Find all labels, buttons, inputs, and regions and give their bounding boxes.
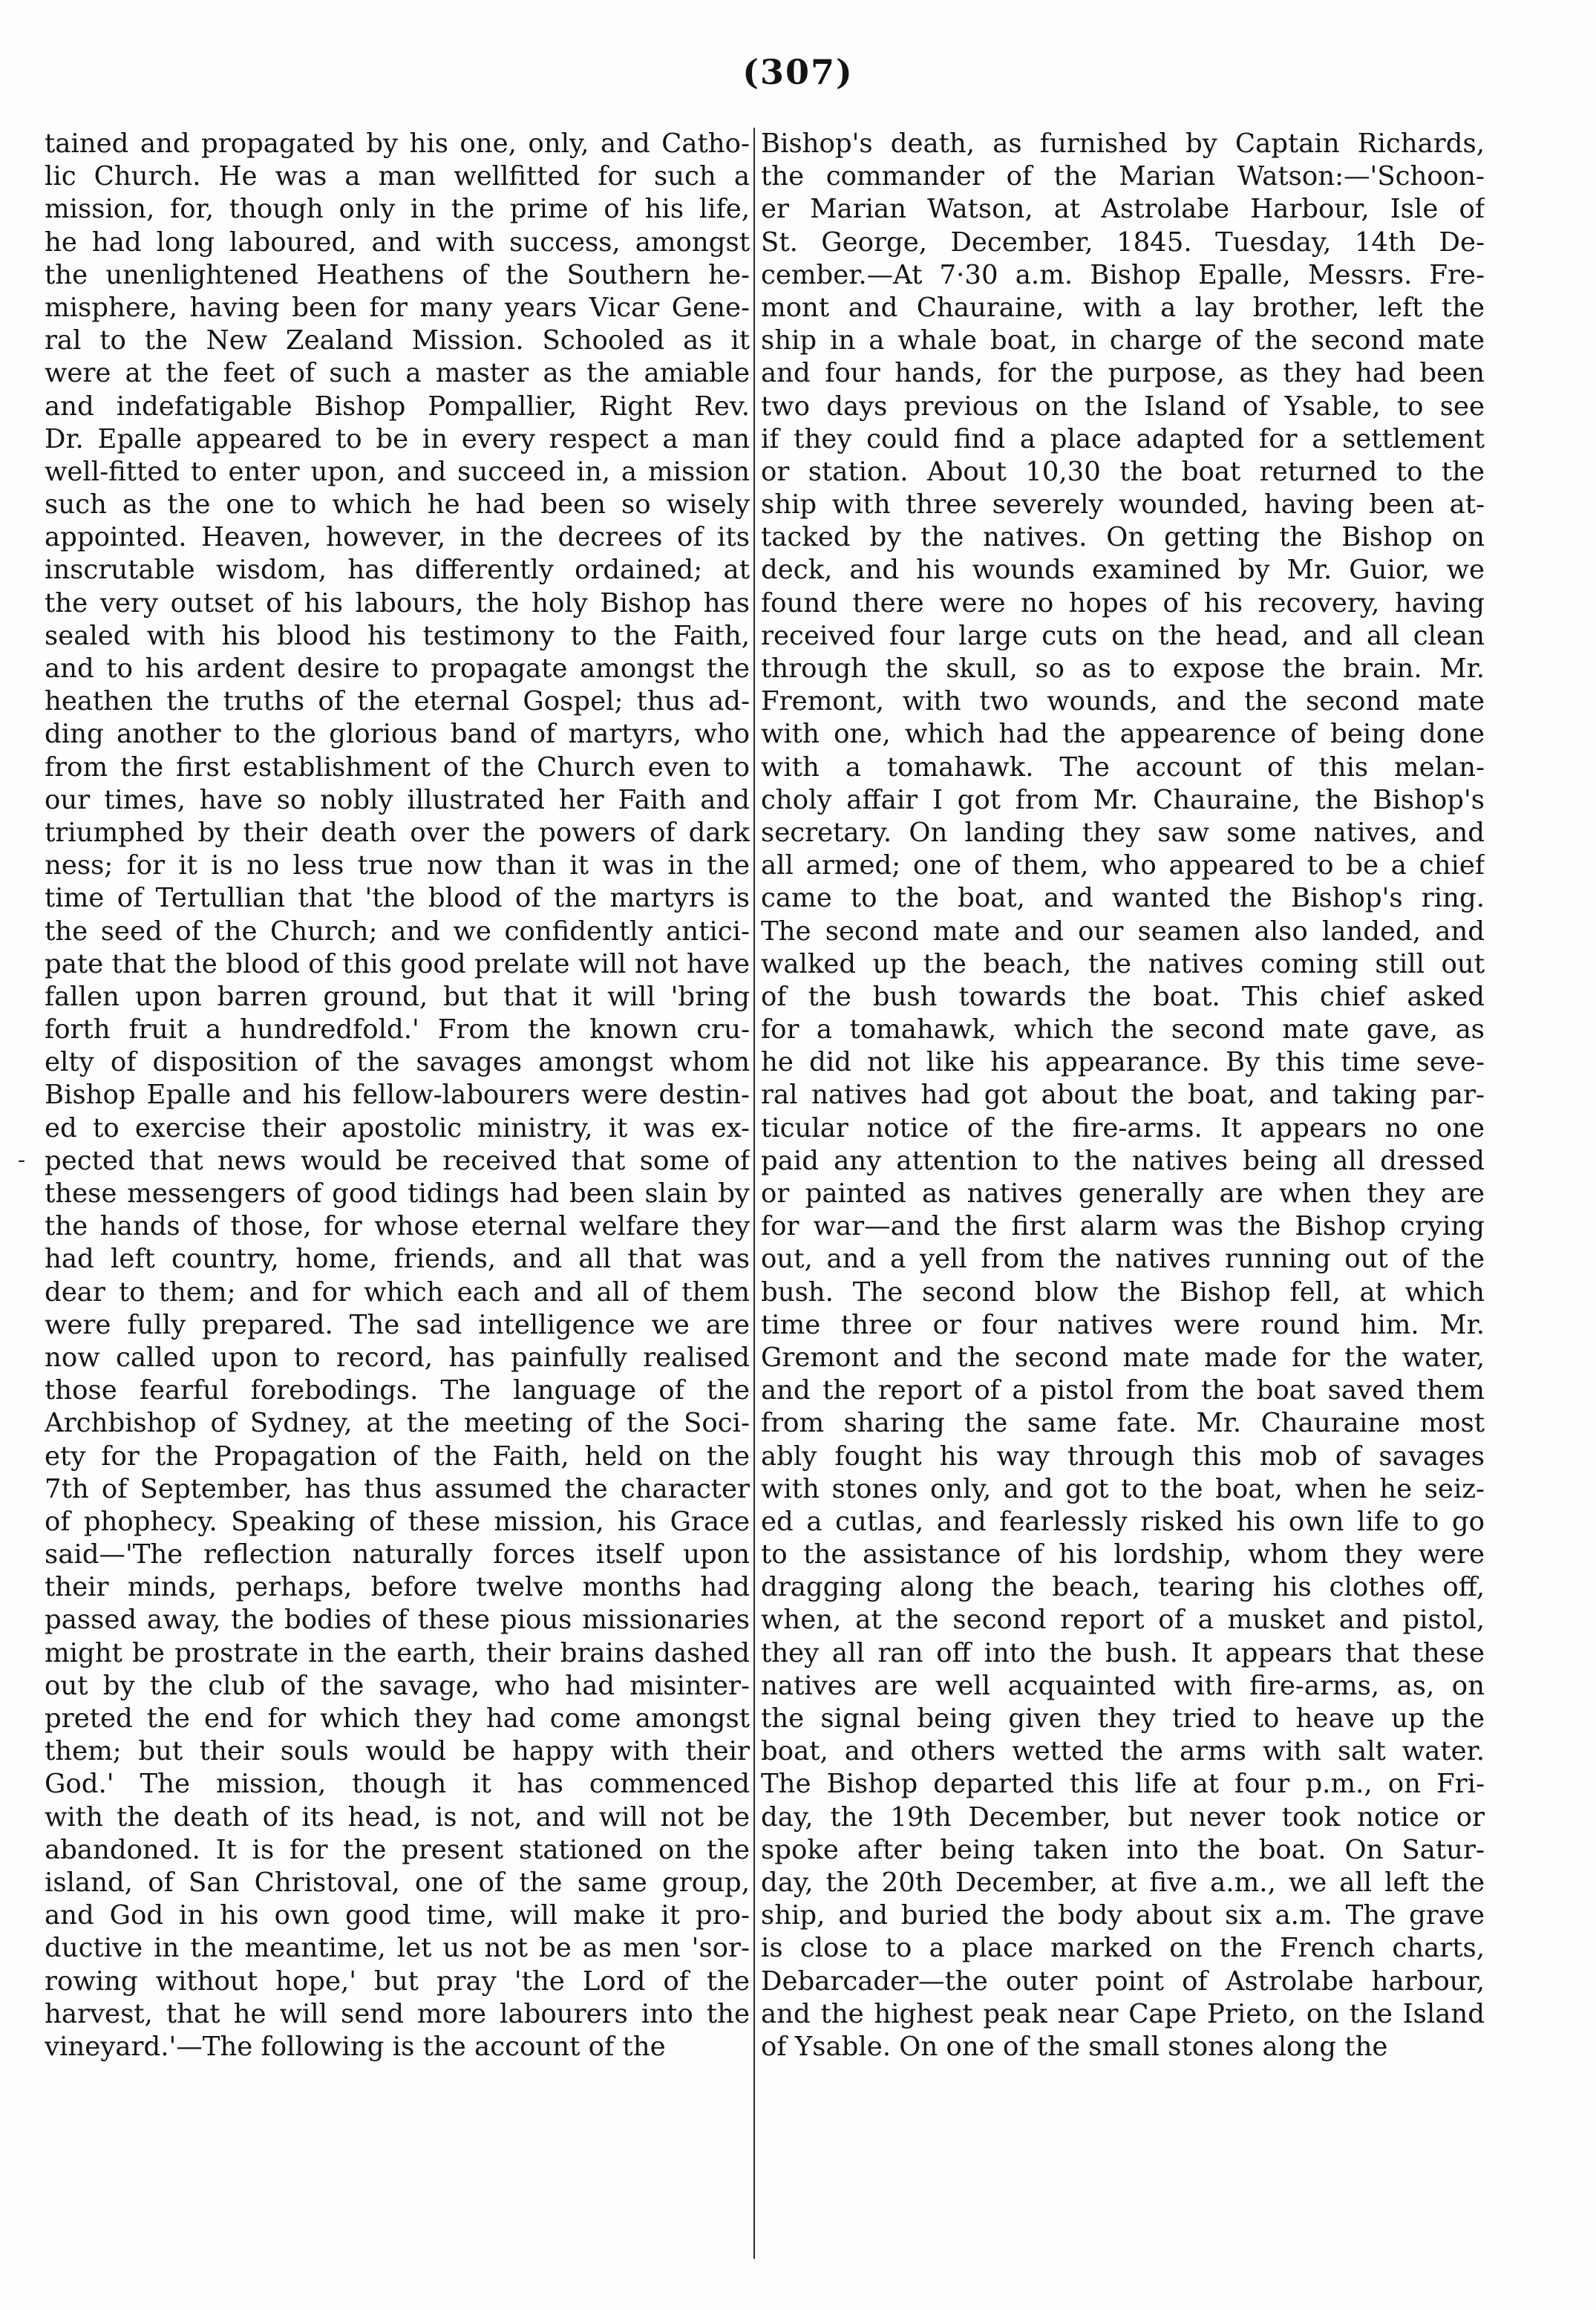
text-line: day, the 20th December, at five a.m., we all left the — [761, 1867, 1485, 1898]
text-line: for a tomahawk, which the second mate gave, as — [761, 1014, 1485, 1045]
text-line: and the highest peak near Cape Prieto, on the Island — [761, 1998, 1485, 2029]
left-text-column — [45, 128, 750, 2266]
text-line: received four large cuts on the head, and all clean — [761, 620, 1485, 651]
margin-dash-mark: - — [18, 1147, 26, 1173]
text-line: ductive in the meantime, let us not be as men 'sor- — [45, 1933, 750, 1964]
text-line: with one, which had the appearence of being done — [761, 719, 1485, 750]
text-line: all armed; one of them, who appeared to be a chief — [761, 850, 1485, 881]
text-line: is close to a place marked on the French charts, — [761, 1933, 1485, 1964]
text-line: such as the one to which he had been so wisely — [45, 489, 750, 521]
text-line: tacked by the natives. On getting the Bishop on — [761, 522, 1485, 553]
text-line: with stones only, and got to the boat, when he seiz- — [761, 1473, 1485, 1504]
text-line: of Ysable. On one of the small stones along the — [761, 2031, 1388, 2062]
text-line: the seed of the Church; and we confidently antici- — [45, 916, 750, 947]
text-line: boat, and others wetted the arms with salt water. — [761, 1736, 1485, 1767]
text-line: pected that news would be received that some of — [45, 1145, 750, 1176]
text-line: with a tomahawk. The account of this melan- — [761, 751, 1485, 783]
text-line: with the death of its head, is not, and will not be — [45, 1801, 750, 1833]
text-line: passed away, the bodies of these pious missionaries — [45, 1605, 750, 1636]
text-line: and God in his own good time, will make it pro- — [45, 1900, 750, 1931]
text-line: Fremont, with two wounds, and the second mate — [761, 686, 1485, 717]
text-line: had left country, home, friends, and all that was — [45, 1244, 750, 1275]
text-line: for war—and the first alarm was the Bishop crying — [761, 1211, 1485, 1242]
text-line: to the assistance of his lordship, whom they were — [761, 1539, 1485, 1570]
text-line: appointed. Heaven, however, in the decrees of its — [45, 522, 750, 553]
text-line: mission, for, though only in the prime of his life, — [45, 194, 750, 225]
text-line: time three or four natives were round him. Mr. — [761, 1309, 1485, 1340]
text-line: island, of San Christoval, one of the same group, — [45, 1867, 750, 1898]
text-line: of the bush towards the boat. This chief asked — [761, 981, 1485, 1012]
text-line: ding another to the glorious band of martyrs, who — [45, 719, 750, 750]
text-line: said—'The reflection naturally forces itself upon — [45, 1539, 750, 1570]
text-line: them; but their souls would be happy with their — [45, 1736, 750, 1767]
text-line: these messengers of good tidings had been slain by — [45, 1178, 750, 1209]
text-line: from the first establishment of the Church even to — [45, 751, 750, 783]
text-line: or painted as natives generally are when they are — [761, 1178, 1485, 1209]
text-line: choly affair I got from Mr. Chauraine, the Bishop's — [761, 784, 1485, 815]
text-line: they all ran off into the bush. It appears that these — [761, 1637, 1485, 1668]
text-line: ety for the Propagation of the Faith, held on the — [45, 1441, 750, 1472]
text-line: ed to exercise their apostolic ministry, it was ex- — [45, 1112, 750, 1143]
text-line: abandoned. It is for the present stationed on the — [45, 1834, 750, 1865]
text-line: The Bishop departed this life at four p.m., on Fri- — [761, 1769, 1485, 1800]
text-line: Dr. Epalle appeared to be in every respect a man — [45, 423, 750, 454]
text-line: he had long laboured, and with success, amongst — [45, 226, 750, 258]
text-line: sealed with his blood his testimony to the Faith, — [45, 620, 750, 651]
text-line: two days previous on the Island of Ysable, to see — [761, 391, 1485, 422]
text-line: Bishop's death, as furnished by Captain Richards, — [761, 128, 1485, 159]
text-line: pate that the blood of this good prelate will not have — [45, 948, 750, 979]
text-line: spoke after being taken into the boat. On Satur- — [761, 1834, 1485, 1865]
text-line: ed a cutlas, and fearlessly risked his own life to go — [761, 1506, 1485, 1537]
text-line: Archbishop of Sydney, at the meeting of the Soci- — [45, 1408, 750, 1439]
text-line: and to his ardent desire to propagate amongst the — [45, 653, 750, 684]
text-line: found there were no hopes of his recovery, having — [761, 587, 1485, 619]
text-line: now called upon to record, has painfully realised — [45, 1342, 750, 1373]
text-line: rowing without hope,' but pray 'the Lord of the — [45, 1965, 750, 1997]
text-line: the hands of those, for whose eternal welfare they — [45, 1211, 750, 1242]
text-line: when, at the second report of a musket and pistol, — [761, 1605, 1485, 1636]
text-line: might be prostrate in the earth, their brains dashed — [45, 1637, 750, 1668]
text-line: deck, and his wounds examined by Mr. Guior, we — [761, 555, 1485, 586]
text-line: preted the end for which they had come amongst — [45, 1703, 750, 1734]
text-line: ship with three severely wounded, having been at- — [761, 489, 1485, 521]
text-line: our times, have so nobly illustrated her Faith and — [45, 784, 750, 815]
text-line: came to the boat, and wanted the Bishop's ring. — [761, 883, 1485, 914]
text-line: tained and propagated by his one, only, and Catho- — [45, 128, 750, 159]
text-line: those fearful forebodings. The language of the — [45, 1375, 750, 1406]
text-line: walked up the beach, the natives coming still out — [761, 948, 1485, 979]
text-line: cember.—At 7·30 a.m. Bishop Epalle, Messrs. Fre- — [761, 259, 1485, 290]
text-line: 7th of September, has thus assumed the character — [45, 1473, 750, 1504]
text-line: elty of disposition of the savages amongst whom — [45, 1047, 750, 1078]
text-line: misphere, having been for many years Vicar Gene- — [45, 292, 750, 323]
text-line: were at the feet of such a master as the amiable — [45, 358, 750, 389]
text-line: and four hands, for the purpose, as they had been — [761, 358, 1485, 389]
text-line: day, the 19th December, but never took notice or — [761, 1801, 1485, 1833]
text-line: paid any attention to the natives being all dressed — [761, 1145, 1485, 1176]
text-line: triumphed by their death over the powers of dark — [45, 817, 750, 848]
text-line: were fully prepared. The sad intelligence we are — [45, 1309, 750, 1340]
text-line: well-fitted to enter upon, and succeed in, a mission — [45, 456, 750, 487]
text-line: heathen the truths of the eternal Gospel; thus ad- — [45, 686, 750, 717]
text-line: inscrutable wisdom, has differently ordained; at — [45, 555, 750, 586]
text-line: if they could find a place adapted for a settlement — [761, 423, 1485, 454]
page-number: (307) — [742, 52, 854, 92]
text-line: mont and Chauraine, with a lay brother, left the — [761, 292, 1485, 323]
text-line: ral natives had got about the boat, and taking par- — [761, 1080, 1485, 1111]
text-line: harvest, that he will send more labourers into the — [45, 1998, 750, 2029]
text-line: he did not like his appearance. By this time seve- — [761, 1047, 1485, 1078]
text-line: ship, and buried the body about six a.m. The grave — [761, 1900, 1485, 1931]
text-line: and the report of a pistol from the boat saved them — [761, 1375, 1485, 1406]
column-divider-rule — [753, 128, 755, 2259]
text-line: the commander of the Marian Watson:—'Schoon- — [761, 161, 1485, 192]
text-line: and indefatigable Bishop Pompallier, Right Rev. — [45, 391, 750, 422]
text-line: through the skull, so as to expose the brain. Mr. — [761, 653, 1485, 684]
text-line: their minds, perhaps, before twelve months had — [45, 1572, 750, 1603]
text-line: ral to the New Zealand Mission. Schooled as it — [45, 325, 750, 356]
text-line: God.' The mission, though it has commenced — [45, 1769, 750, 1800]
text-line: the signal being given they tried to heave up the — [761, 1703, 1485, 1734]
text-line: time of Tertullian that 'the blood of the martyrs is — [45, 883, 750, 914]
text-line: dragging along the beach, tearing his clothes off, — [761, 1572, 1485, 1603]
text-line: out by the club of the savage, who had misinter- — [45, 1670, 750, 1701]
text-line: ticular notice of the fire-arms. It appears no one — [761, 1112, 1485, 1143]
text-line: St. George, December, 1845. Tuesday, 14th De- — [761, 226, 1485, 258]
text-line: or station. About 10,30 the boat returned to the — [761, 456, 1485, 487]
right-text-column — [761, 128, 1485, 2266]
text-line: of phophecy. Speaking of these mission, his Grace — [45, 1506, 750, 1537]
text-line: The second mate and our seamen also landed, and — [761, 916, 1485, 947]
text-line: fallen upon barren ground, but that it will 'bring — [45, 981, 750, 1012]
text-line: dear to them; and for which each and all of them — [45, 1276, 750, 1308]
text-line: vineyard.'—The following is the account of the — [45, 2031, 666, 2062]
text-line: secretary. On landing they saw some natives, and — [761, 817, 1485, 848]
text-line: Debarcader—the outer point of Astrolabe harbour, — [761, 1965, 1485, 1997]
text-line: the very outset of his labours, the holy Bishop has — [45, 587, 750, 619]
text-line: the unenlightened Heathens of the Southern he- — [45, 259, 750, 290]
text-line: lic Church. He was a man wellfitted for such a — [45, 161, 750, 192]
text-line: ship in a whale boat, in charge of the second mate — [761, 325, 1485, 356]
text-line: from sharing the same fate. Mr. Chauraine most — [761, 1408, 1485, 1439]
text-line: ness; for it is no less true now than it was in the — [45, 850, 750, 881]
text-line: er Marian Watson, at Astrolabe Harbour, Isle of — [761, 194, 1485, 225]
text-line: Bishop Epalle and his fellow-labourers were destin- — [45, 1080, 750, 1111]
text-line: Gremont and the second mate made for the water, — [761, 1342, 1485, 1373]
text-line: bush. The second blow the Bishop fell, at which — [761, 1276, 1485, 1308]
text-line: forth fruit a hundredfold.' From the known cru- — [45, 1014, 750, 1045]
text-line: out, and a yell from the natives running out of the — [761, 1244, 1485, 1275]
text-line: ably fought his way through this mob of savages — [761, 1441, 1485, 1472]
text-line: natives are well acquainted with fire-arms, as, on — [761, 1670, 1485, 1701]
